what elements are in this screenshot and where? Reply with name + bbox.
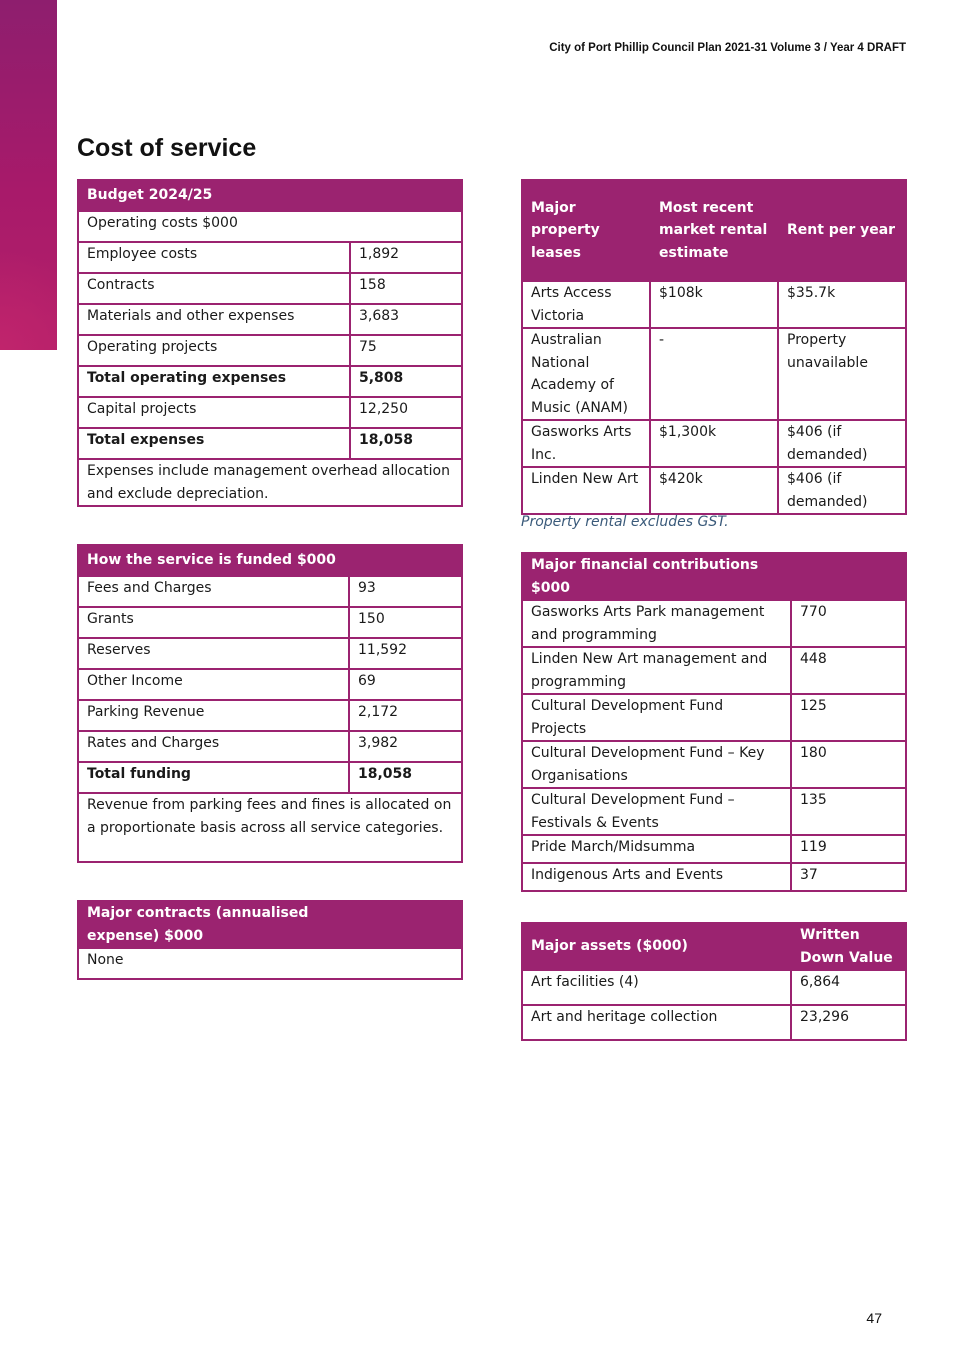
lease-property: Arts Access Victoria [522, 281, 650, 328]
table-row [522, 467, 906, 514]
funding-table [77, 544, 463, 863]
assets-heading: Major assets ($000) [522, 923, 791, 970]
row-value: 6,864 [791, 970, 906, 1005]
row-label: Art and heritage collection [522, 1005, 791, 1040]
leases-header-rent: Rent per year [778, 180, 906, 281]
total-row [78, 366, 462, 397]
table-row [522, 647, 906, 694]
lease-estimate: $420k [650, 467, 778, 514]
assets-value-heading: Written Down Value [791, 923, 906, 970]
row-value: 2,172 [349, 700, 462, 731]
row-label: Linden New Art management and programming [522, 647, 791, 694]
row-label: Grants [78, 607, 349, 638]
funding-note: Revenue from parking fees and fines is allocated on a proportionate basis across all service categories. [78, 793, 462, 862]
row-label: Rates and Charges [78, 731, 349, 762]
table-row [78, 242, 462, 273]
row-value: 125 [791, 694, 906, 741]
row-value: 11,592 [349, 638, 462, 669]
table-row [78, 607, 462, 638]
row-value: 69 [349, 669, 462, 700]
row-value: 23,296 [791, 1005, 906, 1040]
row-label: Indigenous Arts and Events [522, 863, 791, 891]
row-label: Capital projects [78, 397, 350, 428]
lease-property: Gasworks Arts Inc. [522, 420, 650, 467]
running-header: City of Port Phillip Council Plan 2021-31 Volume 3 / Year 4 DRAFT [549, 42, 906, 54]
row-value: 770 [791, 600, 906, 647]
lease-rent: $406 (if demanded) [778, 420, 906, 467]
row-label: Fees and Charges [78, 576, 349, 607]
table-row [522, 600, 906, 647]
row-value: 1,892 [350, 242, 462, 273]
row-label: Contracts [78, 273, 350, 304]
row-label: Parking Revenue [78, 700, 349, 731]
contracts-value: None [78, 948, 462, 979]
page-title: Cost of service [77, 134, 257, 162]
row-value: 158 [350, 273, 462, 304]
budget-note: Expenses include management overhead allocation and exclude depreciation. [78, 459, 462, 506]
row-label: Operating projects [78, 335, 350, 366]
total-row [78, 762, 462, 793]
assets-table [521, 922, 907, 1041]
row-value: 3,683 [350, 304, 462, 335]
lease-property: Australian National Academy of Music (ANAM) [522, 328, 650, 420]
row-label: Cultural Development Fund Projects [522, 694, 791, 741]
row-label: Art facilities (4) [522, 970, 791, 1005]
lease-estimate: - [650, 328, 778, 420]
row-value: 12,250 [350, 397, 462, 428]
row-value: 180 [791, 741, 906, 788]
row-label: Cultural Development Fund – Festivals & Events [522, 788, 791, 835]
row-value: 18,058 [350, 428, 462, 459]
row-label: Cultural Development Fund – Key Organisations [522, 741, 791, 788]
lease-estimate: $108k [650, 281, 778, 328]
leases-header-estimate: Most recent market rental estimate [650, 180, 778, 281]
row-value: 18,058 [349, 762, 462, 793]
budget-table [77, 179, 463, 507]
table-row [78, 638, 462, 669]
table-row [78, 335, 462, 366]
contracts-table [77, 900, 463, 980]
row-label: Gasworks Arts Park management and programming [522, 600, 791, 647]
row-value: 135 [791, 788, 906, 835]
row-value: 448 [791, 647, 906, 694]
table-row [78, 669, 462, 700]
row-value: 150 [349, 607, 462, 638]
table-row [522, 741, 906, 788]
row-value: 37 [791, 863, 906, 891]
lease-rent: Property unavailable [778, 328, 906, 420]
table-row [78, 731, 462, 762]
lease-estimate: $1,300k [650, 420, 778, 467]
table-row [522, 863, 906, 891]
row-value: 119 [791, 835, 906, 863]
page-number: 47 [866, 1310, 882, 1326]
row-label: Total operating expenses [78, 366, 350, 397]
lease-property: Linden New Art [522, 467, 650, 514]
contributions-heading: Major financial contributions $000 [522, 553, 791, 600]
table-row [522, 420, 906, 467]
table-row [522, 788, 906, 835]
row-value: 3,982 [349, 731, 462, 762]
leases-header-property: Major property leases [522, 180, 650, 281]
table-row [522, 694, 906, 741]
total-row [78, 428, 462, 459]
budget-heading: Budget 2024/25 [78, 180, 462, 211]
table-row [522, 835, 906, 863]
lease-rent: $406 (if demanded) [778, 467, 906, 514]
table-row [78, 576, 462, 607]
contracts-heading: Major contracts (annualised expense) $000 [78, 901, 348, 948]
leases-table [521, 179, 907, 515]
table-row [522, 970, 906, 1005]
decorative-side-band [0, 0, 57, 350]
table-row [522, 281, 906, 328]
budget-subheading: Operating costs $000 [78, 211, 462, 242]
table-row [522, 328, 906, 420]
row-label: Employee costs [78, 242, 350, 273]
row-label: Pride March/Midsumma [522, 835, 791, 863]
row-value: 75 [350, 335, 462, 366]
table-row [78, 700, 462, 731]
row-label: Total expenses [78, 428, 350, 459]
row-label: Other Income [78, 669, 349, 700]
table-row [522, 1005, 906, 1040]
contributions-table [521, 552, 907, 892]
row-value: 93 [349, 576, 462, 607]
row-label: Materials and other expenses [78, 304, 350, 335]
table-row [78, 397, 462, 428]
table-row [78, 273, 462, 304]
row-value: 5,808 [350, 366, 462, 397]
row-label: Reserves [78, 638, 349, 669]
lease-rent: $35.7k [778, 281, 906, 328]
row-label: Total funding [78, 762, 349, 793]
funding-heading: How the service is funded $000 [78, 545, 349, 576]
table-row [78, 304, 462, 335]
leases-note: Property rental excludes GST. [521, 514, 729, 530]
